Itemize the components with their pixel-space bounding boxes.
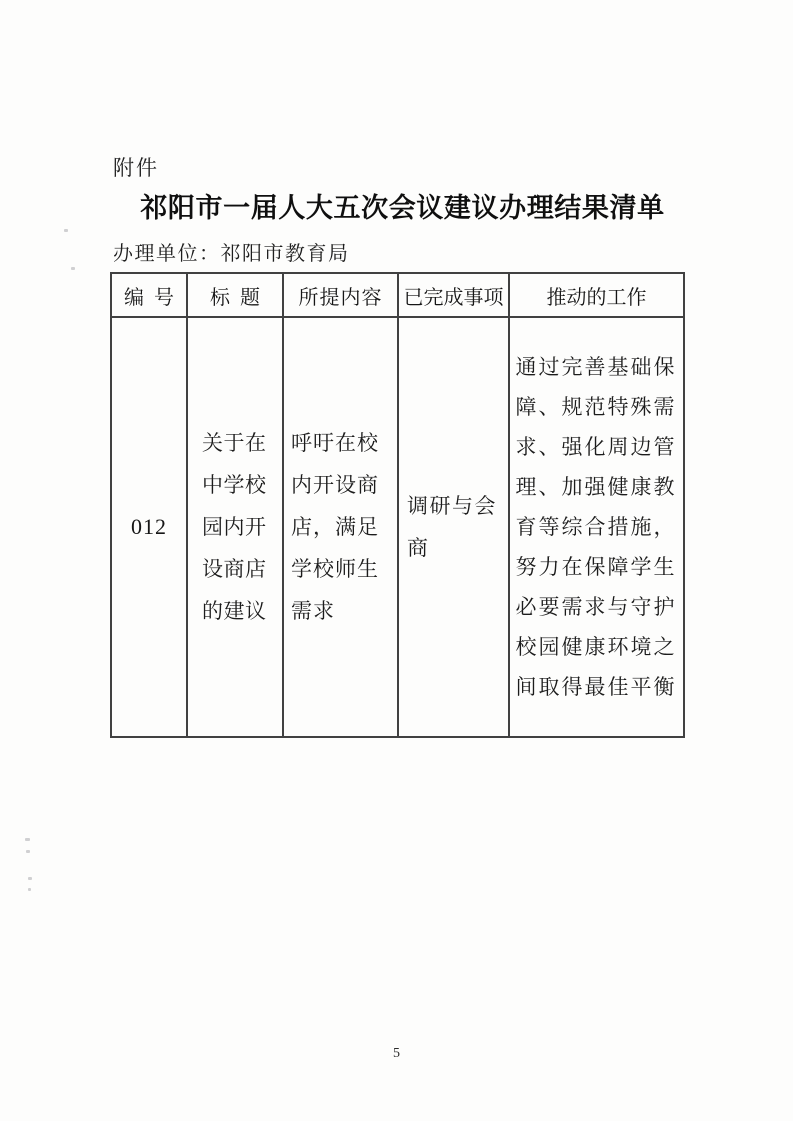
row-title: 关于在中学校园内开设商店的建议	[202, 431, 267, 623]
results-table	[110, 272, 685, 738]
scan-speck	[28, 888, 31, 891]
col-header-content: 所提内容	[283, 273, 398, 317]
cell-title	[187, 317, 283, 737]
col-header-completed: 已完成事项	[398, 273, 509, 317]
row-number: 012	[131, 514, 167, 539]
scan-speck	[26, 850, 30, 853]
scan-speck	[71, 267, 75, 270]
col-header-title: 标题	[187, 273, 283, 317]
table-row	[111, 317, 684, 737]
page-number: 5	[393, 1046, 400, 1061]
row-completed: 调研与会商	[407, 494, 497, 560]
scan-speck	[25, 838, 30, 841]
cell-completed	[398, 317, 509, 737]
document-title: 祁阳市一届人大五次会议建议办理结果清单	[140, 193, 665, 223]
scan-speck	[64, 229, 68, 232]
scan-speck	[28, 877, 32, 880]
col-header-promoted: 推动的工作	[509, 273, 684, 317]
row-content: 呼吁在校内开设商店，满足学校师生需求	[291, 431, 379, 623]
row-promoted: 通过完善基础保障、规范特殊需求、强化周边管理、加强健康教育等综合措施，努力在保障学生必要需求与守护校园健康环境之间取得最佳平衡	[515, 355, 677, 699]
handler-unit-label: 办理单位：祁阳市教育局	[113, 243, 350, 265]
cell-promoted	[509, 317, 684, 737]
table-header-row	[111, 273, 684, 317]
attachment-label: 附件	[113, 156, 159, 180]
cell-content	[283, 317, 398, 737]
cell-number	[111, 317, 187, 737]
col-header-number: 编号	[111, 273, 187, 317]
